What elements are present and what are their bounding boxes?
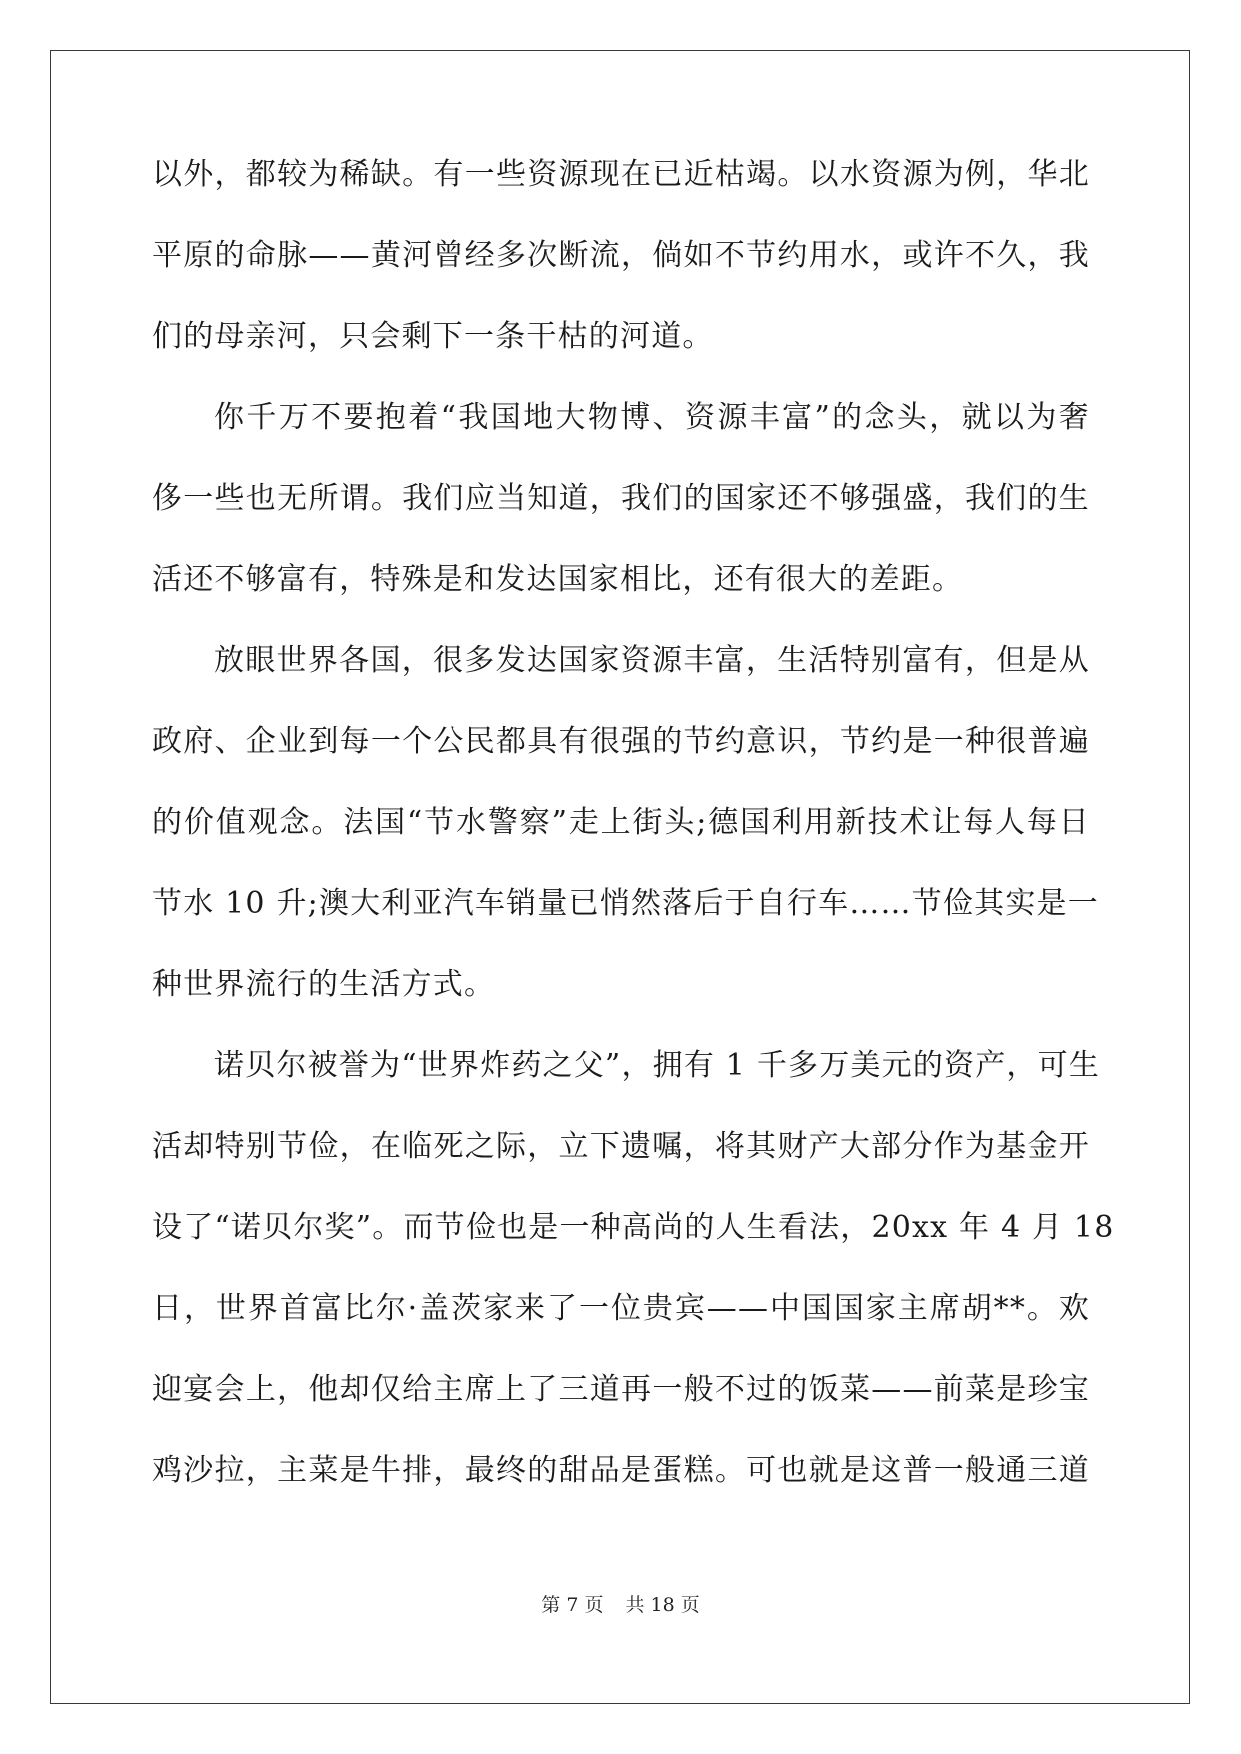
text-line: 鸡沙拉，主菜是牛排，最终的甜品是蛋糕。可也就是这普一般通三道 xyxy=(152,1453,1090,1488)
text-line: 平原的命脉——黄河曾经多次断流，倘如不节约用水，或许不久，我 xyxy=(152,238,1090,273)
text-line: 侈一些也无所谓。我们应当知道，我们的国家还不够强盛，我们的生 xyxy=(152,481,1090,516)
text-line: 活还不够富有，特殊是和发达国家相比，还有很大的差距。 xyxy=(152,562,964,597)
paragraph-first-line: 放眼世界各国，很多发达国家资源丰富，生活特别富有，但是从 xyxy=(214,643,1090,678)
text-line: 们的母亲河，只会剩下一条干枯的河道。 xyxy=(152,319,714,354)
text-line: 种世界流行的生活方式。 xyxy=(152,967,496,1002)
page-footer xyxy=(0,1593,1241,1617)
text-line: 迎宴会上，他却仅给主席上了三道再一般不过的饭菜——前菜是珍宝 xyxy=(152,1372,1090,1407)
body-text xyxy=(152,155,1115,1532)
text-line: 活却特别节俭，在临死之际，立下遗嘱，将其财产大部分作为基金开 xyxy=(152,1129,1090,1164)
paragraph-first-line: 诺贝尔被誉为“世界炸药之父”，拥有 1 千多万美元的资产，可生 xyxy=(214,1048,1101,1083)
text-line: 政府、企业到每一个公民都具有很强的节约意识，节约是一种很普遍 xyxy=(152,724,1090,759)
text-line: 节水 10 升;澳大利亚汽车销量已悄然落后于自行车……节俭其实是一 xyxy=(152,886,1099,921)
text-line: 设了“诺贝尔奖”。而节俭也是一种高尚的人生看法，20xx 年 4 月 18 xyxy=(152,1210,1115,1245)
page-total: 共 18 页 xyxy=(625,1594,700,1616)
text-line: 日，世界首富比尔·盖茨家来了一位贵宾——中国国家主席胡**。欢 xyxy=(152,1291,1090,1326)
text-line: 以外，都较为稀缺。有一些资源现在已近枯竭。以水资源为例，华北 xyxy=(152,157,1090,192)
paragraph-first-line: 你千万不要抱着“我国地大物博、资源丰富”的念头，就以为奢 xyxy=(214,400,1090,435)
page-number: 第 7 页 xyxy=(541,1594,604,1616)
text-line: 的价值观念。法国“节水警察”走上街头;德国利用新技术让每人每日 xyxy=(152,805,1090,840)
